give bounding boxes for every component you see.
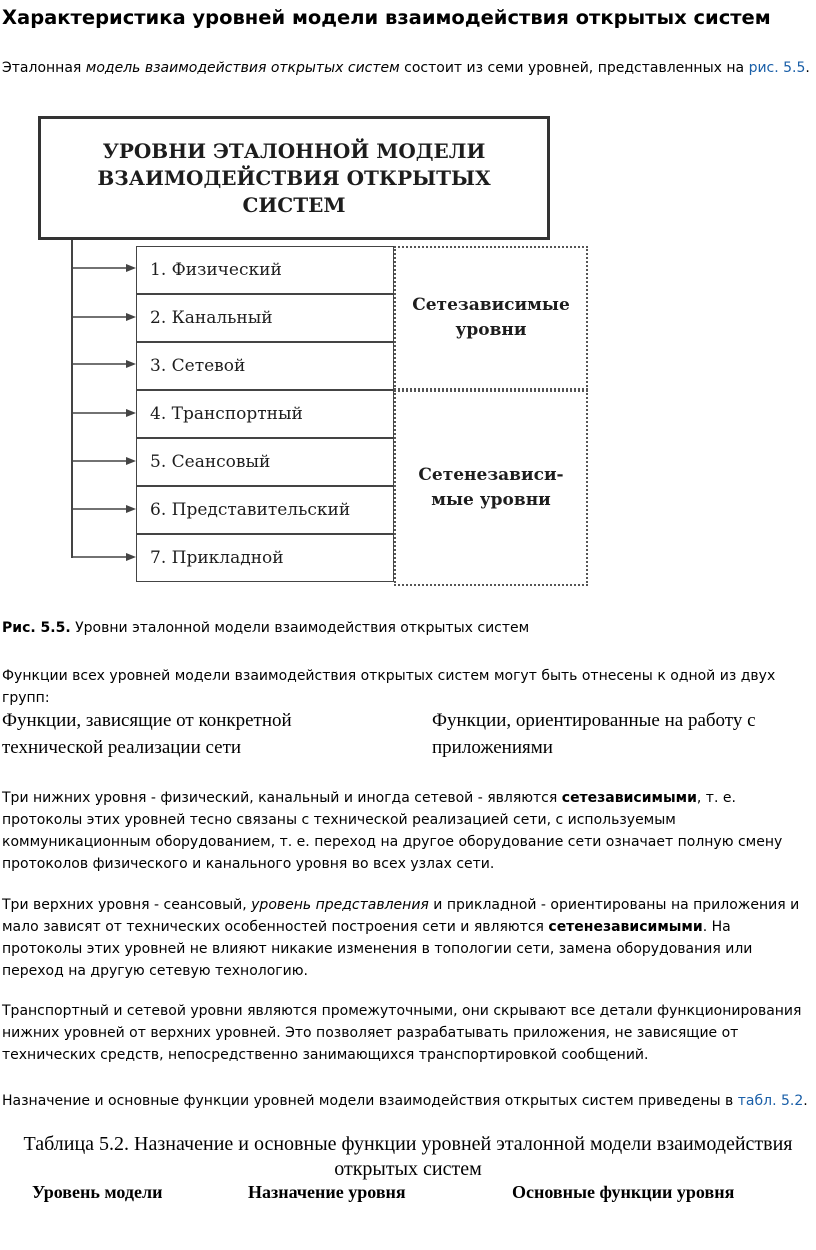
group-dependent-box	[394, 246, 588, 390]
table-ref-before: Назначение и основные функции уровней модели взаимодействия открытых систем приведены в	[2, 1093, 738, 1109]
arrow-icon	[72, 456, 136, 466]
arrow-icon	[72, 504, 136, 514]
function-group-right: Функции, ориентированные на работу с приложениями	[432, 710, 756, 758]
level-box-application: 7. Прикладной	[136, 534, 394, 582]
paragraph-table-reference	[2, 1090, 814, 1112]
caption-label: Рис. 5.5.	[2, 620, 71, 636]
arrow-icon	[72, 359, 136, 369]
intro-prefix: Эталонная	[2, 60, 86, 76]
level-box-physical: 1. Физический	[136, 246, 394, 294]
group-independent-label: Сетенезависи- мые уровни	[418, 465, 564, 510]
lower-before: Три нижних уровня - физический, канальный и иногда сетевой - являются	[2, 790, 562, 806]
functions-intro: Функции всех уровней модели взаимодействия открытых систем могут быть отнесены к одной из двух групп:	[2, 668, 776, 706]
intro-middle: состоит из семи уровней, представленных на	[399, 60, 749, 76]
level-box-presentation: 6. Представительский	[136, 486, 394, 534]
paragraph-transport: Транспортный и сетевой уровни являются промежуточными, они скрывают все детали функционирования нижних уровней от верхних уровней. Это позволяет разрабатывать приложения, не зависящие от технических средств, непосредственно занимающихся транспортировкой сообщений.	[2, 1003, 802, 1063]
osi-levels-figure	[38, 116, 590, 588]
table-link[interactable]: табл. 5.2	[737, 1093, 804, 1109]
upper-middle: и прикладной - ориентированы на приложения и мало зависят от технических особенностей построения сети и являются	[2, 897, 800, 935]
table-header-functions: Основные функции уровня	[512, 1182, 735, 1202]
upper-bold-term: сетенезависимыми	[548, 919, 703, 935]
lower-bold-term: сетезависимыми	[561, 790, 697, 806]
level-box-transport: 4. Транспортный	[136, 390, 394, 438]
figure-link[interactable]: рис. 5.5	[748, 60, 806, 76]
paragraph-upper-levels	[2, 894, 814, 982]
function-group-left: Функции, зависящие от конкретной технической реализации сети	[2, 710, 292, 758]
level-box-datalink: 2. Канальный	[136, 294, 394, 342]
figure-title: УРОВНИ ЭТАЛОННОЙ МОДЕЛИ ВЗАИМОДЕЙСТВИЯ ОТКРЫТЫХ СИСТЕМ	[97, 138, 491, 217]
table-header-level: Уровень модели	[32, 1182, 163, 1202]
group-independent-box	[394, 390, 588, 586]
lower-after: , т. е. протоколы этих уровней тесно связаны с технической реализацией сети, с используемым коммуникационным оборудованием, т. е. переход на другое оборудование сети означает полную смену протоколов физического и канального уровня во всех узлах сети.	[2, 790, 783, 872]
upper-after: . На протоколы этих уровней не влияют никакие изменения в топологии сети, замена оборудования или переход на другую сетевую технологию.	[2, 919, 753, 979]
upper-italic-term: уровень представления	[251, 897, 429, 913]
upper-before: Три верхних уровня - сеансовый,	[2, 897, 252, 913]
arrow-icon	[72, 408, 136, 418]
intro-italic-term: модель взаимодействия открытых систем	[85, 60, 400, 76]
table-header-purpose: Назначение уровня	[248, 1182, 406, 1202]
arrow-icon	[72, 552, 136, 562]
caption-text: Уровни эталонной модели взаимодействия открытых систем	[70, 620, 530, 636]
group-dependent-label: Сетезависимые уровни	[412, 295, 570, 340]
figure-caption	[2, 620, 529, 636]
paragraph-lower-levels	[2, 787, 814, 875]
intro-suffix: .	[805, 60, 810, 76]
intro-paragraph	[2, 57, 814, 79]
table-ref-suffix: .	[803, 1093, 808, 1109]
table-title: Таблица 5.2. Назначение и основные функции уровней эталонной модели взаимодействия открытых систем	[23, 1133, 793, 1180]
page-title: Характеристика уровней модели взаимодействия открытых систем	[2, 6, 771, 29]
figure-title-box	[38, 116, 550, 240]
arrow-icon	[72, 263, 136, 273]
level-box-session: 5. Сеансовый	[136, 438, 394, 486]
arrow-icon	[72, 312, 136, 322]
level-box-network: 3. Сетевой	[136, 342, 394, 390]
